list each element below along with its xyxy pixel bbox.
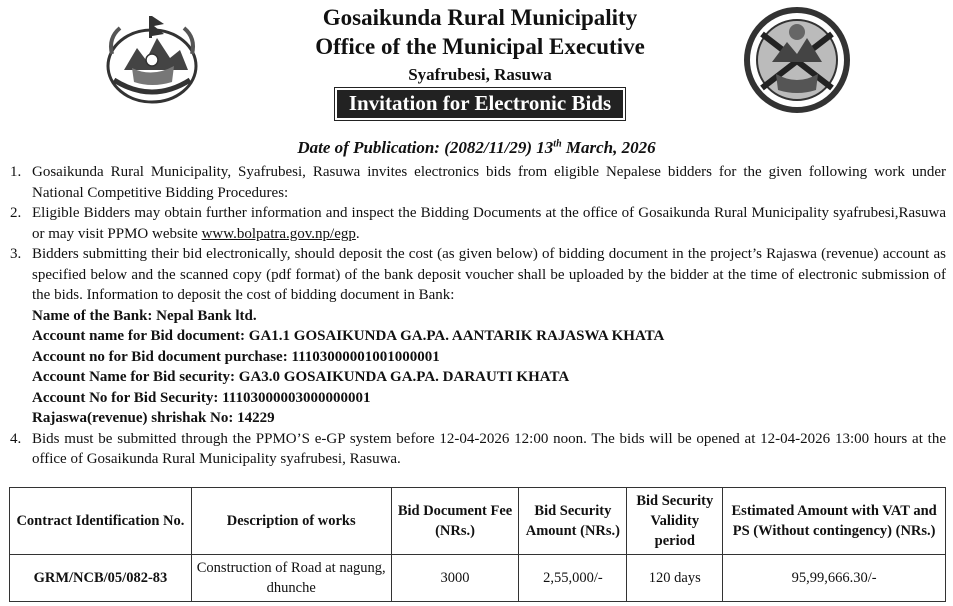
publication-date: Date of Publication: (2082/11/29) 13th March, 2026 bbox=[297, 138, 656, 157]
estimated-amount-cell: 95,99,666.30/- bbox=[723, 555, 946, 602]
bank-name: Name of the Bank: Nepal Bank ltd. bbox=[32, 307, 257, 324]
bid-doc-account-name: Account name for Bid document: GA1.1 GOSAIKUNDA GA.PA. AANTARIK RAJASWA KHATA bbox=[32, 328, 665, 344]
office-name: Office of the Municipal Executive bbox=[315, 34, 645, 59]
notice-body bbox=[10, 162, 946, 470]
col-header: Contract Identification No. bbox=[10, 488, 192, 555]
list-item: 4. Bids must be submitted through the PPMO’S e-GP system before 12-04-2026 12:00 noon. The bids will be opened at 12-04-2026 13:00 hours at the office of Gosaikunda Rural Municipality syafrubesi, Rasuwa. bbox=[10, 430, 946, 467]
table-row bbox=[10, 555, 946, 602]
table-header-row bbox=[10, 488, 946, 555]
revenue-shrishak: Rajaswa(revenue) shrishak No: 14229 bbox=[32, 410, 275, 426]
notice-title: Invitation for Electronic Bids bbox=[337, 90, 623, 118]
col-header: Bid Document Fee (NRs.) bbox=[391, 488, 519, 555]
list-item: 1. Gosaikunda Rural Municipality, Syafrubesi, Rasuwa invites electronics bids from eligible Nepalese bidders for the given following work under National Competitive Bidding Procedures: bbox=[10, 164, 946, 201]
location: Syafrubesi, Rasuwa bbox=[408, 65, 552, 84]
municipality-seal-icon bbox=[742, 4, 852, 116]
col-header: Estimated Amount with VAT and PS (Without contingency) (NRs.) bbox=[723, 488, 946, 555]
list-item: 3. Bidders submitting their bid electronically, should deposit the cost (as given below) of bidding document in the project’s Rajaswa (revenue) account as specified below and the scanned copy (pdf format) of the bank deposit voucher shall be uploaded by the bidder at the time of electronic submission of the bids. Information to deposit the cost of bidding document in Bank: Name of the Bank: Nepal Bank ltd. Account name for Bid document: GA1.1 GOSAIKUNDA GA.PA. AANTARIK RAJASWA KHATA Account no for Bid document purchase: 11103000001001000001 Account Name for Bid security: GA3.0 GOSAIKUNDA GA.PA. DARAUTI KHATA Account No for Bid Security: 11103000003000000001 Rajaswa(revenue) shrishak No: 14229 bbox=[10, 244, 946, 429]
bid-security-account-name: Account Name for Bid security: GA3.0 GOSAIKUNDA GA.PA. DARAUTI KHATA bbox=[32, 369, 570, 385]
header bbox=[230, 4, 730, 118]
bid-table bbox=[9, 487, 946, 602]
col-header: Description of works bbox=[191, 488, 391, 555]
security-amount-cell: 2,55,000/- bbox=[519, 555, 627, 602]
bid-security-account-no: Account No for Bid Security: 11103000003000000001 bbox=[32, 389, 371, 406]
col-header: Bid Security Validity period bbox=[627, 488, 723, 555]
doc-fee-cell: 3000 bbox=[391, 555, 519, 602]
bid-doc-account-no: Account no for Bid document purchase: 11103000001001000001 bbox=[32, 348, 440, 365]
list-item: 2. Eligible Bidders may obtain further information and inspect the Bidding Documents at the office of Gosaikunda Rural Municipality syafrubesi,Rasuwa or may visit PPMO website www.bolpatra.gov.np/egp. bbox=[10, 205, 946, 242]
municipality-name: Gosaikunda Rural Municipality bbox=[322, 5, 638, 30]
col-header: Bid Security Amount (NRs.) bbox=[519, 488, 627, 555]
description-cell: Construction of Road at nagung, dhunche bbox=[191, 555, 391, 602]
contract-id-cell: GRM/NCB/05/082-83 bbox=[10, 555, 192, 602]
validity-cell: 120 days bbox=[627, 555, 723, 602]
ppmo-link[interactable]: www.bolpatra.gov.np/egp bbox=[201, 225, 356, 242]
nepal-emblem-icon bbox=[102, 8, 202, 108]
